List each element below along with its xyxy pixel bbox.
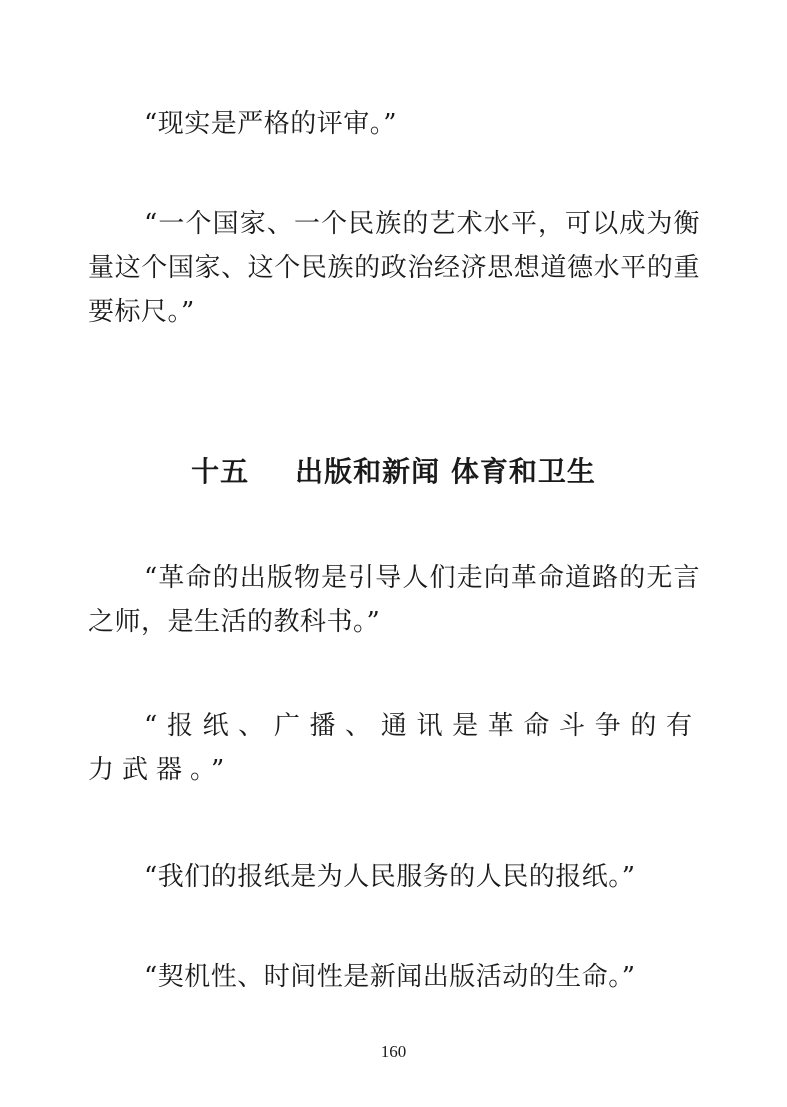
section-number: 十五 xyxy=(191,455,250,488)
quote-paragraph: “报纸、广播、通讯是革命斗争的有力武器。” xyxy=(88,711,700,785)
section-title: 出版和新闻 体育和卫生 xyxy=(295,455,596,488)
quote-paragraph: “革命的出版物是引导人们走向革命道路的无言之师，是生活的教科书。” xyxy=(88,563,700,637)
quote-paragraph: “我们的报纸是为人民服务的人民的报纸。” xyxy=(144,862,636,892)
quote-paragraph: “一个国家、一个民族的艺术水平，可以成为衡量这个国家、这个民族的政治经济思想道德水平的重要标尺。” xyxy=(88,209,700,327)
quote-paragraph: “现实是严格的评审。” xyxy=(144,109,398,139)
page-number: 160 xyxy=(380,1042,407,1061)
quote-paragraph: “契机性、时间性是新闻出版活动的生命。” xyxy=(144,962,636,992)
section-heading xyxy=(0,450,787,494)
